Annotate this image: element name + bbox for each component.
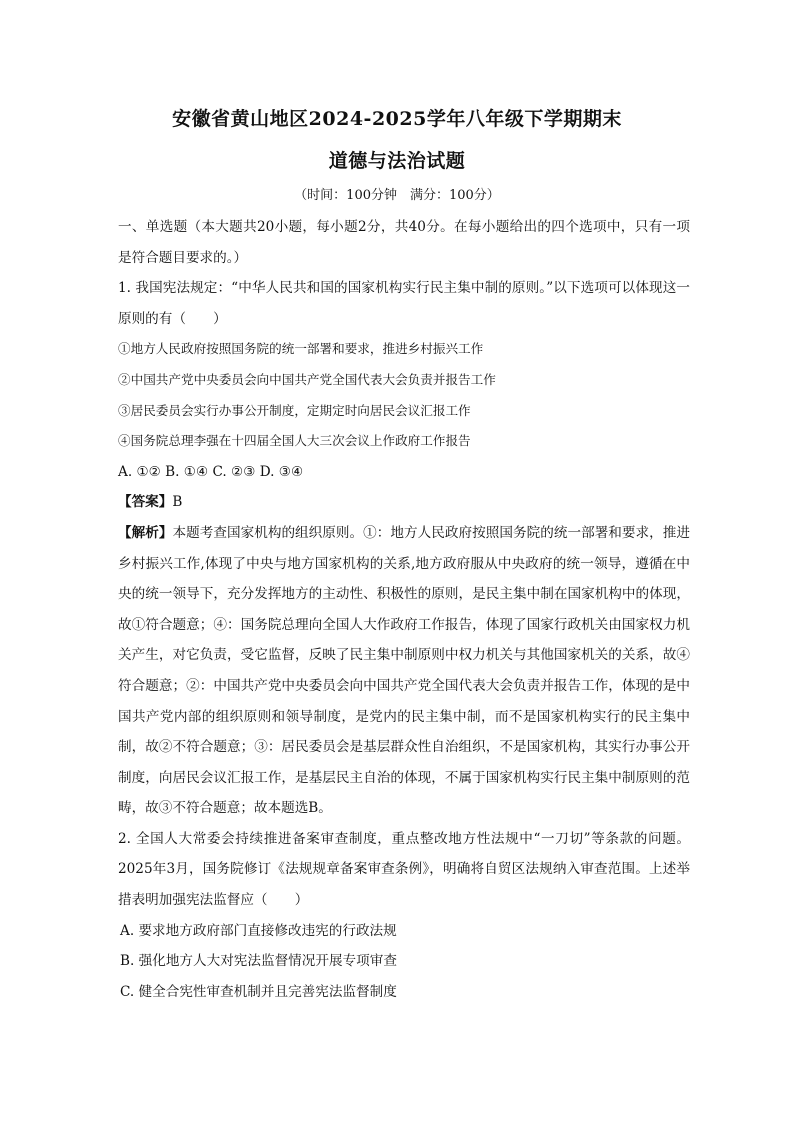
- answer-label: 【答案】: [118, 494, 173, 511]
- question-2-option-b: B. 强化地方人大对宪法监督情况开展专项审查: [120, 953, 397, 970]
- question-1-item-2: ②中国共产党中央委员会向中国共产党全国代表大会负责并报告工作: [118, 371, 496, 387]
- question-1-stem: 1. 我国宪法规定：“中华人民共和国的国家机构实行民主集中制的原则。”以下选项可以体现这一原则的有（ ）: [118, 280, 690, 327]
- question-1-item-3: ③居民委员会实行办事公开制度，定期定时向居民会议汇报工作: [118, 402, 471, 418]
- question-2-option-a: A. 要求地方政府部门直接修改违宪的行政法规: [120, 922, 397, 939]
- exam-body: [118, 212, 690, 1007]
- exam-title-line1: 安徽省黄山地区2024-2025学年八年级下学期期末: [172, 108, 622, 130]
- question-1-item-1: ①地方人民政府按照国务院的统一部署和要求，推进乡村振兴工作: [118, 341, 484, 357]
- question-1-analysis: [118, 518, 690, 824]
- question-1-item-4: ④国务院总理李强在十四届全国人大三次会议上作政府工作报告: [118, 433, 471, 449]
- exam-subtitle: （时间：100分钟 满分：100分）: [294, 188, 500, 203]
- answer-value: B: [172, 494, 183, 511]
- analysis-text: 本题考查国家机构的组织原则。①：地方人民政府按照国务院的统一部署和要求，推进乡村振兴工作,体现了中央与地方国家机构的关系,地方政府服从中央政府的统一领导，遵循在中央的统一领导下，充分发挥地方的主动性、积极性的原则，是民主集中制在国家机构中的体现，故①符合题意；④：国务院总理向全国人大作政府工作报告，体现了国家行政机关由国家权力机关产生，对它负责，受它监督，反映了民主集中制原则中权力机关与其他国家机关的关系，故④符合题意；②：中国共产党中央委员会向中国共产党全国代表大会负责并报告工作，体现的是中国共产党内部的组织原则和领导制度，是党内的民主集中制，而不是国家机构实行的民主集中制，故②不符合题意；③：居民委员会是基层群众性自治组织，不是国家机构，其实行办事公开制度，向居民会议汇报工作，是基层民主自治的体现，不属于国家机构实行民主集中制原则的范畴，故③不符合题意；故本题选B。: [118, 524, 691, 817]
- question-2-option-c: C. 健全合宪性审查机制并且完善宪法监督制度: [120, 983, 397, 1000]
- analysis-label: 【解析】: [118, 524, 173, 541]
- question-1-answer: [118, 487, 690, 518]
- section-heading: 一、单选题（本大题共20小题，每小题2分，共40分。在每小题给出的四个选项中，只有一项是符合题目要求的。）: [118, 219, 690, 266]
- question-1-choices: A. ①② B. ①④ C. ②③ D. ③④: [118, 463, 304, 480]
- question-2-stem: 2. 全国人大常委会持续推进备案审查制度，重点整改地方性法规中“一刀切”等条款的问题。2025年3月，国务院修订《法规规章备案审查条例》，明确将自贸区法规纳入审查范围。上述举措表明加强宪法监督应（ ）: [118, 830, 690, 909]
- exam-title-line2: 道德与法治试题: [328, 150, 466, 172]
